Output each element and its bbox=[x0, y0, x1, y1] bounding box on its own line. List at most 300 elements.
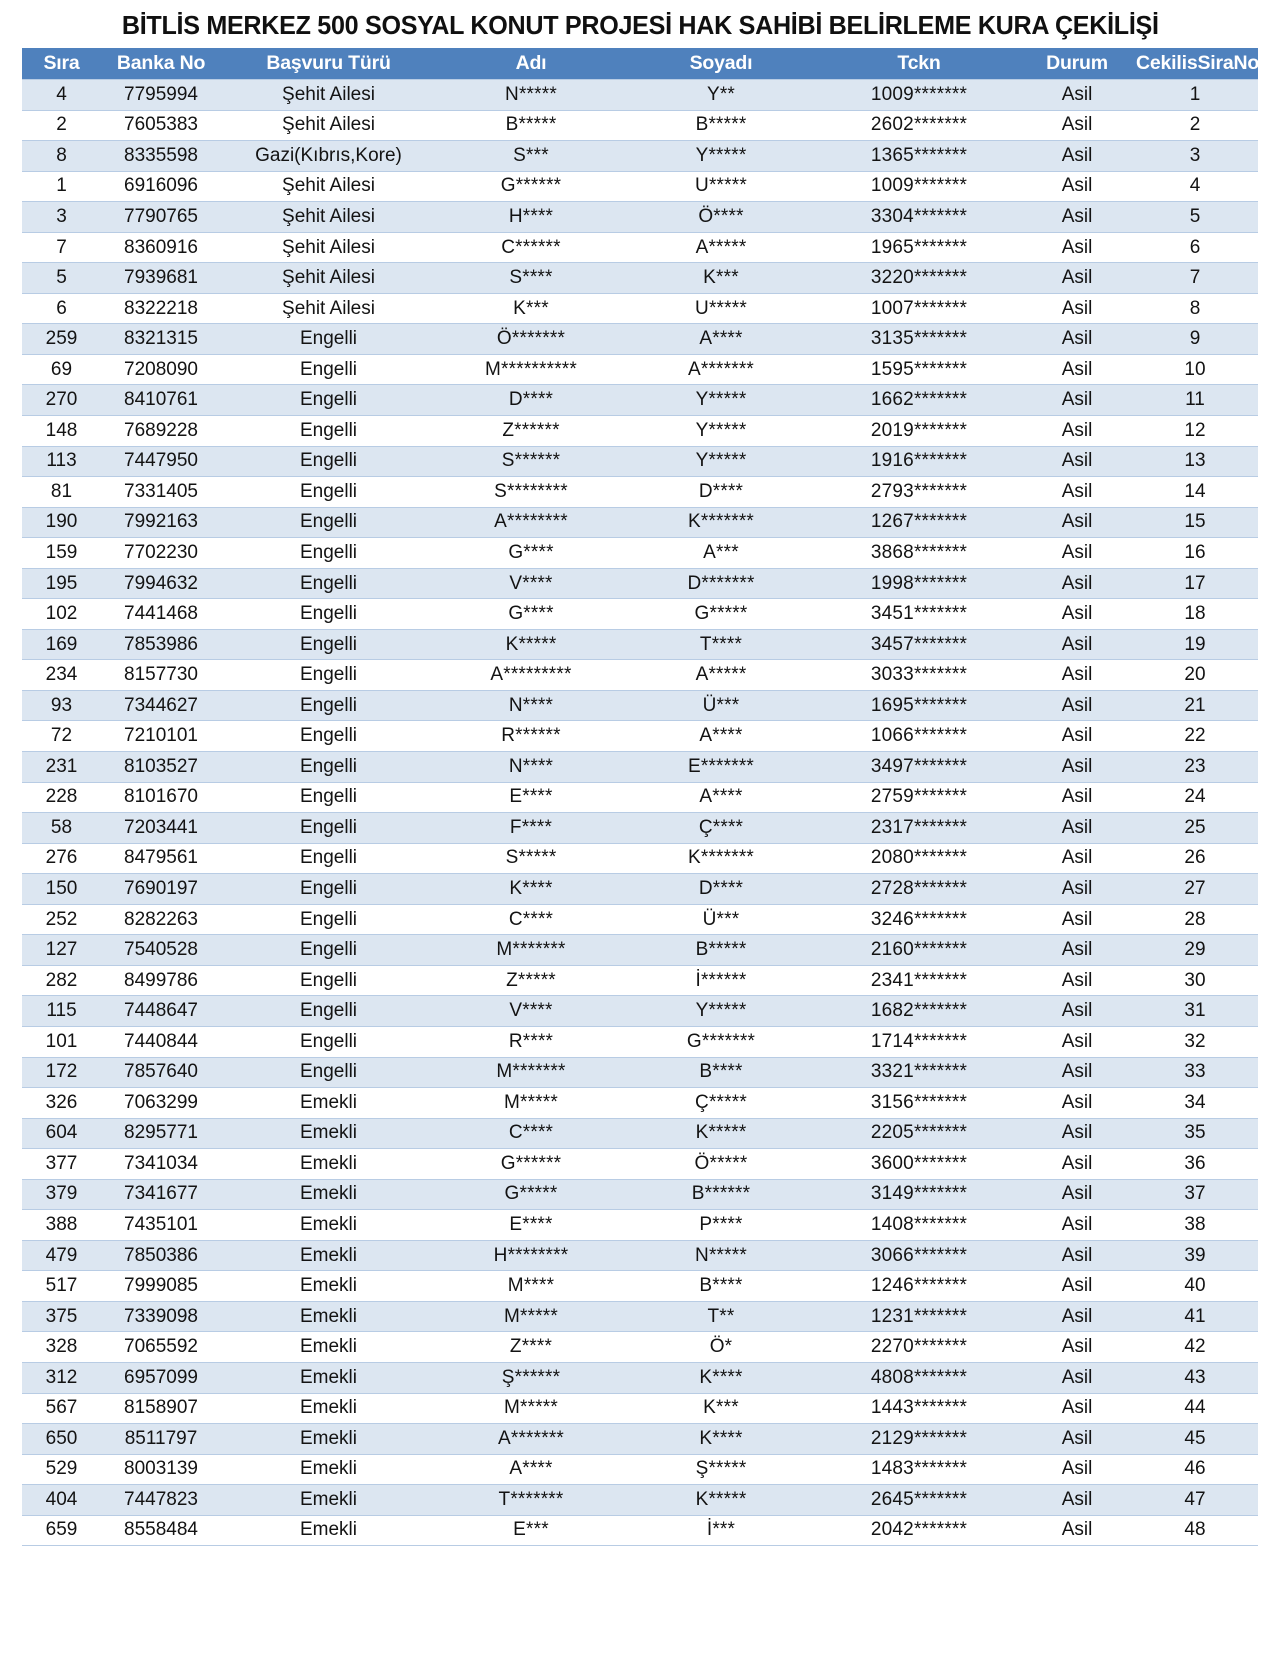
cell-cekilis: 38 bbox=[1132, 1210, 1258, 1241]
cell-banka: 8360916 bbox=[101, 232, 221, 263]
cell-banka: 7341677 bbox=[101, 1179, 221, 1210]
cell-tur: Engelli bbox=[221, 1057, 436, 1088]
cell-sira: 195 bbox=[22, 568, 101, 599]
cell-durum: Asil bbox=[1022, 171, 1132, 202]
cell-sira: 1 bbox=[22, 171, 101, 202]
table-row bbox=[22, 1118, 1258, 1149]
cell-banka: 7447950 bbox=[101, 446, 221, 477]
cell-cekilis: 45 bbox=[1132, 1424, 1258, 1455]
cell-ad: M***** bbox=[436, 1088, 626, 1119]
cell-soyad: N***** bbox=[626, 1240, 816, 1271]
cell-tckn: 3321******* bbox=[816, 1057, 1022, 1088]
cell-banka: 7999085 bbox=[101, 1271, 221, 1302]
cell-tur: Engelli bbox=[221, 1026, 436, 1057]
cell-banka: 6957099 bbox=[101, 1362, 221, 1393]
cell-ad: C**** bbox=[436, 1118, 626, 1149]
cell-tckn: 1408******* bbox=[816, 1210, 1022, 1241]
cell-ad: F**** bbox=[436, 813, 626, 844]
cell-ad: E**** bbox=[436, 782, 626, 813]
cell-banka: 8322218 bbox=[101, 293, 221, 324]
table-row bbox=[22, 843, 1258, 874]
cell-banka: 7203441 bbox=[101, 813, 221, 844]
column-header-adi[interactable]: Adı bbox=[436, 48, 626, 80]
table-row bbox=[22, 538, 1258, 569]
table-row bbox=[22, 385, 1258, 416]
cell-tur: Gazi(Kıbrıs,Kore) bbox=[221, 141, 436, 172]
cell-banka: 7994632 bbox=[101, 568, 221, 599]
cell-soyad: U***** bbox=[626, 293, 816, 324]
table-row bbox=[22, 477, 1258, 508]
cell-tckn: 3066******* bbox=[816, 1240, 1022, 1271]
cell-cekilis: 33 bbox=[1132, 1057, 1258, 1088]
column-header-soyadi[interactable]: Soyadı bbox=[626, 48, 816, 80]
cell-sira: 659 bbox=[22, 1515, 101, 1546]
cell-soyad: Y** bbox=[626, 80, 816, 111]
cell-cekilis: 2 bbox=[1132, 110, 1258, 141]
cell-tur: Emekli bbox=[221, 1088, 436, 1119]
cell-cekilis: 22 bbox=[1132, 721, 1258, 752]
cell-tckn: 1682******* bbox=[816, 996, 1022, 1027]
cell-tckn: 2759******* bbox=[816, 782, 1022, 813]
cell-durum: Asil bbox=[1022, 202, 1132, 233]
cell-banka: 7063299 bbox=[101, 1088, 221, 1119]
cell-durum: Asil bbox=[1022, 446, 1132, 477]
cell-cekilis: 9 bbox=[1132, 324, 1258, 355]
cell-soyad: A***** bbox=[626, 660, 816, 691]
column-header-sira[interactable]: Sıra bbox=[22, 48, 101, 80]
cell-ad: G**** bbox=[436, 599, 626, 630]
table-header-row bbox=[22, 48, 1258, 80]
table-row bbox=[22, 293, 1258, 324]
cell-tckn: 3457******* bbox=[816, 629, 1022, 660]
table-row bbox=[22, 629, 1258, 660]
cell-banka: 8511797 bbox=[101, 1424, 221, 1455]
cell-durum: Asil bbox=[1022, 141, 1132, 172]
cell-tckn: 4808******* bbox=[816, 1362, 1022, 1393]
table-container bbox=[0, 48, 1280, 1546]
cell-ad: G***** bbox=[436, 1179, 626, 1210]
cell-banka: 8158907 bbox=[101, 1393, 221, 1424]
cell-sira: 388 bbox=[22, 1210, 101, 1241]
cell-tur: Emekli bbox=[221, 1515, 436, 1546]
cell-tckn: 3600******* bbox=[816, 1149, 1022, 1180]
cell-soyad: D**** bbox=[626, 477, 816, 508]
table-row bbox=[22, 965, 1258, 996]
cell-ad: D**** bbox=[436, 385, 626, 416]
cell-banka: 7540528 bbox=[101, 935, 221, 966]
cell-cekilis: 39 bbox=[1132, 1240, 1258, 1271]
cell-banka: 7435101 bbox=[101, 1210, 221, 1241]
cell-sira: 4 bbox=[22, 80, 101, 111]
table-row bbox=[22, 1332, 1258, 1363]
cell-soyad: U***** bbox=[626, 171, 816, 202]
cell-sira: 190 bbox=[22, 507, 101, 538]
cell-ad: A********* bbox=[436, 660, 626, 691]
cell-sira: 102 bbox=[22, 599, 101, 630]
cell-sira: 81 bbox=[22, 477, 101, 508]
cell-sira: 127 bbox=[22, 935, 101, 966]
table-row bbox=[22, 660, 1258, 691]
cell-soyad: B***** bbox=[626, 110, 816, 141]
column-header-banka-no[interactable]: Banka No bbox=[101, 48, 221, 80]
cell-durum: Asil bbox=[1022, 324, 1132, 355]
cell-tckn: 3156******* bbox=[816, 1088, 1022, 1119]
cell-tckn: 2129******* bbox=[816, 1424, 1022, 1455]
cell-sira: 375 bbox=[22, 1301, 101, 1332]
cell-cekilis: 41 bbox=[1132, 1301, 1258, 1332]
cell-cekilis: 35 bbox=[1132, 1118, 1258, 1149]
column-header-basvuru-turu[interactable]: Başvuru Türü bbox=[221, 48, 436, 80]
cell-soyad: Y***** bbox=[626, 141, 816, 172]
cell-tur: Engelli bbox=[221, 782, 436, 813]
cell-cekilis: 11 bbox=[1132, 385, 1258, 416]
cell-tckn: 1443******* bbox=[816, 1393, 1022, 1424]
cell-cekilis: 37 bbox=[1132, 1179, 1258, 1210]
table-row bbox=[22, 354, 1258, 385]
cell-durum: Asil bbox=[1022, 1515, 1132, 1546]
cell-sira: 72 bbox=[22, 721, 101, 752]
cell-ad: C****** bbox=[436, 232, 626, 263]
table-row bbox=[22, 1149, 1258, 1180]
cell-durum: Asil bbox=[1022, 232, 1132, 263]
cell-ad: A******** bbox=[436, 507, 626, 538]
cell-tur: Emekli bbox=[221, 1118, 436, 1149]
cell-banka: 7853986 bbox=[101, 629, 221, 660]
cell-tckn: 1714******* bbox=[816, 1026, 1022, 1057]
cell-tckn: 1007******* bbox=[816, 293, 1022, 324]
cell-cekilis: 28 bbox=[1132, 904, 1258, 935]
cell-sira: 282 bbox=[22, 965, 101, 996]
cell-sira: 172 bbox=[22, 1057, 101, 1088]
cell-tur: Engelli bbox=[221, 568, 436, 599]
cell-durum: Asil bbox=[1022, 385, 1132, 416]
cell-ad: K**** bbox=[436, 874, 626, 905]
cell-cekilis: 3 bbox=[1132, 141, 1258, 172]
cell-sira: 148 bbox=[22, 416, 101, 447]
cell-banka: 7689228 bbox=[101, 416, 221, 447]
cell-banka: 7448647 bbox=[101, 996, 221, 1027]
cell-tur: Engelli bbox=[221, 721, 436, 752]
cell-ad: S*** bbox=[436, 141, 626, 172]
cell-cekilis: 34 bbox=[1132, 1088, 1258, 1119]
table-row bbox=[22, 263, 1258, 294]
cell-tur: Emekli bbox=[221, 1393, 436, 1424]
table-row bbox=[22, 232, 1258, 263]
cell-soyad: B**** bbox=[626, 1057, 816, 1088]
cell-soyad: K******* bbox=[626, 843, 816, 874]
cell-ad: Z***** bbox=[436, 965, 626, 996]
cell-banka: 7341034 bbox=[101, 1149, 221, 1180]
cell-tur: Emekli bbox=[221, 1301, 436, 1332]
cell-durum: Asil bbox=[1022, 538, 1132, 569]
cell-soyad: G******* bbox=[626, 1026, 816, 1057]
cell-ad: V**** bbox=[436, 996, 626, 1027]
cell-cekilis: 48 bbox=[1132, 1515, 1258, 1546]
cell-cekilis: 16 bbox=[1132, 538, 1258, 569]
cell-soyad: Ö* bbox=[626, 1332, 816, 1363]
cell-banka: 7339098 bbox=[101, 1301, 221, 1332]
table-row bbox=[22, 782, 1258, 813]
cell-tur: Şehit Ailesi bbox=[221, 263, 436, 294]
cell-banka: 7605383 bbox=[101, 110, 221, 141]
cell-tckn: 1246******* bbox=[816, 1271, 1022, 1302]
cell-banka: 7208090 bbox=[101, 354, 221, 385]
cell-ad: S***** bbox=[436, 843, 626, 874]
cell-ad: E*** bbox=[436, 1515, 626, 1546]
table-row bbox=[22, 1026, 1258, 1057]
cell-banka: 7065592 bbox=[101, 1332, 221, 1363]
cell-tur: Engelli bbox=[221, 385, 436, 416]
table-row bbox=[22, 752, 1258, 783]
cell-banka: 7850386 bbox=[101, 1240, 221, 1271]
cell-tckn: 2341******* bbox=[816, 965, 1022, 996]
cell-cekilis: 6 bbox=[1132, 232, 1258, 263]
cell-tckn: 1365******* bbox=[816, 141, 1022, 172]
cell-soyad: Y***** bbox=[626, 385, 816, 416]
cell-tur: Engelli bbox=[221, 538, 436, 569]
cell-durum: Asil bbox=[1022, 477, 1132, 508]
cell-durum: Asil bbox=[1022, 1149, 1132, 1180]
cell-tckn: 1231******* bbox=[816, 1301, 1022, 1332]
cell-soyad: T**** bbox=[626, 629, 816, 660]
cell-ad: K***** bbox=[436, 629, 626, 660]
cell-tur: Engelli bbox=[221, 690, 436, 721]
table-row bbox=[22, 568, 1258, 599]
cell-tckn: 1998******* bbox=[816, 568, 1022, 599]
cell-ad: M******* bbox=[436, 935, 626, 966]
cell-durum: Asil bbox=[1022, 507, 1132, 538]
cell-banka: 7857640 bbox=[101, 1057, 221, 1088]
cell-sira: 529 bbox=[22, 1454, 101, 1485]
cell-soyad: Y***** bbox=[626, 446, 816, 477]
cell-durum: Asil bbox=[1022, 1271, 1132, 1302]
cell-tckn: 3135******* bbox=[816, 324, 1022, 355]
cell-sira: 252 bbox=[22, 904, 101, 935]
cell-ad: Z**** bbox=[436, 1332, 626, 1363]
table-row bbox=[22, 1271, 1258, 1302]
cell-cekilis: 23 bbox=[1132, 752, 1258, 783]
cell-tckn: 3304******* bbox=[816, 202, 1022, 233]
cell-tur: Şehit Ailesi bbox=[221, 202, 436, 233]
cell-sira: 379 bbox=[22, 1179, 101, 1210]
cell-soyad: A******* bbox=[626, 354, 816, 385]
cell-banka: 8558484 bbox=[101, 1515, 221, 1546]
cell-banka: 7441468 bbox=[101, 599, 221, 630]
cell-durum: Asil bbox=[1022, 599, 1132, 630]
cell-ad: K*** bbox=[436, 293, 626, 324]
cell-durum: Asil bbox=[1022, 1210, 1132, 1241]
title-bar bbox=[0, 0, 1280, 48]
table-row bbox=[22, 935, 1258, 966]
cell-banka: 7795994 bbox=[101, 80, 221, 111]
cell-cekilis: 40 bbox=[1132, 1271, 1258, 1302]
cell-banka: 7790765 bbox=[101, 202, 221, 233]
cell-durum: Asil bbox=[1022, 1026, 1132, 1057]
cell-tckn: 3868******* bbox=[816, 538, 1022, 569]
cell-banka: 8103527 bbox=[101, 752, 221, 783]
cell-sira: 567 bbox=[22, 1393, 101, 1424]
cell-cekilis: 17 bbox=[1132, 568, 1258, 599]
cell-sira: 169 bbox=[22, 629, 101, 660]
cell-ad: G****** bbox=[436, 171, 626, 202]
table-row bbox=[22, 1515, 1258, 1546]
cell-soyad: K**** bbox=[626, 1424, 816, 1455]
cell-durum: Asil bbox=[1022, 629, 1132, 660]
cell-tur: Emekli bbox=[221, 1149, 436, 1180]
cell-sira: 101 bbox=[22, 1026, 101, 1057]
cell-sira: 113 bbox=[22, 446, 101, 477]
cell-tur: Engelli bbox=[221, 477, 436, 508]
cell-tur: Engelli bbox=[221, 599, 436, 630]
cell-sira: 8 bbox=[22, 141, 101, 172]
cell-sira: 2 bbox=[22, 110, 101, 141]
cell-soyad: A***** bbox=[626, 232, 816, 263]
cell-ad: N**** bbox=[436, 752, 626, 783]
cell-soyad: Ö**** bbox=[626, 202, 816, 233]
cell-ad: G****** bbox=[436, 1149, 626, 1180]
cell-tckn: 1662******* bbox=[816, 385, 1022, 416]
cell-tckn: 3149******* bbox=[816, 1179, 1022, 1210]
cell-tur: Engelli bbox=[221, 874, 436, 905]
table-row bbox=[22, 324, 1258, 355]
cell-durum: Asil bbox=[1022, 354, 1132, 385]
cell-ad: R****** bbox=[436, 721, 626, 752]
column-header-cekilis-sira-no[interactable]: CekilisSiraNo bbox=[1132, 48, 1258, 80]
cell-soyad: A*** bbox=[626, 538, 816, 569]
cell-sira: 93 bbox=[22, 690, 101, 721]
cell-tckn: 3451******* bbox=[816, 599, 1022, 630]
cell-soyad: B**** bbox=[626, 1271, 816, 1302]
cell-cekilis: 13 bbox=[1132, 446, 1258, 477]
cell-tckn: 2317******* bbox=[816, 813, 1022, 844]
cell-sira: 326 bbox=[22, 1088, 101, 1119]
table-row bbox=[22, 1485, 1258, 1516]
cell-durum: Asil bbox=[1022, 1454, 1132, 1485]
cell-tur: Emekli bbox=[221, 1424, 436, 1455]
cell-durum: Asil bbox=[1022, 813, 1132, 844]
cell-durum: Asil bbox=[1022, 843, 1132, 874]
cell-durum: Asil bbox=[1022, 80, 1132, 111]
cell-soyad: T** bbox=[626, 1301, 816, 1332]
table-row bbox=[22, 904, 1258, 935]
cell-soyad: D**** bbox=[626, 874, 816, 905]
cell-sira: 259 bbox=[22, 324, 101, 355]
cell-cekilis: 4 bbox=[1132, 171, 1258, 202]
cell-banka: 6916096 bbox=[101, 171, 221, 202]
table-row bbox=[22, 599, 1258, 630]
cell-sira: 234 bbox=[22, 660, 101, 691]
table-row bbox=[22, 141, 1258, 172]
cell-ad: B***** bbox=[436, 110, 626, 141]
table-row bbox=[22, 416, 1258, 447]
cell-soyad: B****** bbox=[626, 1179, 816, 1210]
cell-sira: 228 bbox=[22, 782, 101, 813]
cell-tur: Engelli bbox=[221, 324, 436, 355]
cell-ad: A******* bbox=[436, 1424, 626, 1455]
cell-tur: Emekli bbox=[221, 1332, 436, 1363]
table-row bbox=[22, 1057, 1258, 1088]
cell-banka: 7331405 bbox=[101, 477, 221, 508]
cell-tur: Emekli bbox=[221, 1454, 436, 1485]
cell-tur: Emekli bbox=[221, 1271, 436, 1302]
cell-soyad: D******* bbox=[626, 568, 816, 599]
cell-sira: 159 bbox=[22, 538, 101, 569]
cell-tckn: 2080******* bbox=[816, 843, 1022, 874]
cell-cekilis: 5 bbox=[1132, 202, 1258, 233]
cell-tur: Şehit Ailesi bbox=[221, 80, 436, 111]
column-header-tckn[interactable]: Tckn bbox=[816, 48, 1022, 80]
cell-banka: 7939681 bbox=[101, 263, 221, 294]
cell-tckn: 2645******* bbox=[816, 1485, 1022, 1516]
table-row bbox=[22, 202, 1258, 233]
cell-sira: 328 bbox=[22, 1332, 101, 1363]
cell-ad: V**** bbox=[436, 568, 626, 599]
cell-cekilis: 25 bbox=[1132, 813, 1258, 844]
cell-tur: Engelli bbox=[221, 446, 436, 477]
cell-durum: Asil bbox=[1022, 1179, 1132, 1210]
cell-sira: 270 bbox=[22, 385, 101, 416]
cell-soyad: A**** bbox=[626, 782, 816, 813]
cell-ad: C**** bbox=[436, 904, 626, 935]
table-row bbox=[22, 1454, 1258, 1485]
table-row bbox=[22, 813, 1258, 844]
cell-durum: Asil bbox=[1022, 1057, 1132, 1088]
cell-ad: G**** bbox=[436, 538, 626, 569]
column-header-durum[interactable]: Durum bbox=[1022, 48, 1132, 80]
cell-soyad: Y***** bbox=[626, 416, 816, 447]
cell-sira: 276 bbox=[22, 843, 101, 874]
table-row bbox=[22, 171, 1258, 202]
cell-soyad: P**** bbox=[626, 1210, 816, 1241]
table-row bbox=[22, 721, 1258, 752]
cell-ad: S******** bbox=[436, 477, 626, 508]
cell-soyad: K*** bbox=[626, 263, 816, 294]
cell-soyad: A**** bbox=[626, 324, 816, 355]
page-title: BİTLİS MERKEZ 500 SOSYAL KONUT PROJESİ HAK SAHİBİ BELİRLEME KURA ÇEKİLİŞİ bbox=[121, 11, 1159, 40]
cell-tur: Engelli bbox=[221, 843, 436, 874]
cell-tur: Engelli bbox=[221, 813, 436, 844]
cell-tckn: 1009******* bbox=[816, 80, 1022, 111]
cell-banka: 8479561 bbox=[101, 843, 221, 874]
cell-sira: 479 bbox=[22, 1240, 101, 1271]
cell-tur: Engelli bbox=[221, 416, 436, 447]
cell-tur: Engelli bbox=[221, 996, 436, 1027]
cell-banka: 8101670 bbox=[101, 782, 221, 813]
cell-cekilis: 27 bbox=[1132, 874, 1258, 905]
cell-cekilis: 10 bbox=[1132, 354, 1258, 385]
cell-soyad: Ü*** bbox=[626, 904, 816, 935]
cell-durum: Asil bbox=[1022, 263, 1132, 294]
cell-tur: Emekli bbox=[221, 1485, 436, 1516]
cell-soyad: B***** bbox=[626, 935, 816, 966]
cell-tur: Şehit Ailesi bbox=[221, 171, 436, 202]
cell-sira: 604 bbox=[22, 1118, 101, 1149]
cell-banka: 7210101 bbox=[101, 721, 221, 752]
cell-tur: Emekli bbox=[221, 1362, 436, 1393]
cell-ad: M******* bbox=[436, 1057, 626, 1088]
cell-tur: Şehit Ailesi bbox=[221, 293, 436, 324]
cell-tur: Engelli bbox=[221, 904, 436, 935]
cell-durum: Asil bbox=[1022, 874, 1132, 905]
table-row bbox=[22, 446, 1258, 477]
cell-cekilis: 26 bbox=[1132, 843, 1258, 874]
cell-soyad: Ü*** bbox=[626, 690, 816, 721]
cell-banka: 8321315 bbox=[101, 324, 221, 355]
cell-cekilis: 1 bbox=[1132, 80, 1258, 111]
cell-tckn: 2793******* bbox=[816, 477, 1022, 508]
cell-banka: 8295771 bbox=[101, 1118, 221, 1149]
table-row bbox=[22, 690, 1258, 721]
